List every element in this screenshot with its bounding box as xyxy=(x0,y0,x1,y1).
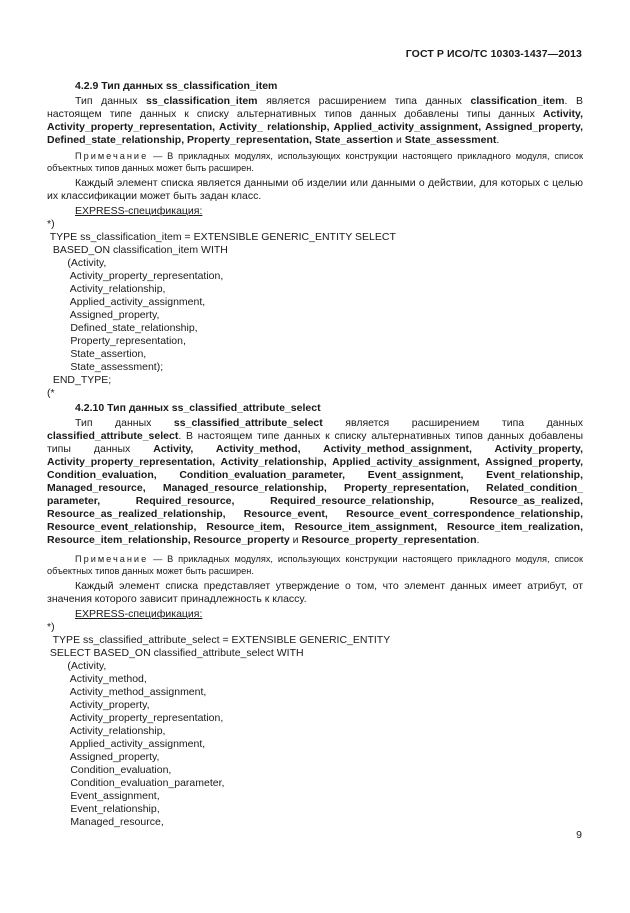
text-run: Тип данных xyxy=(75,95,147,107)
text-run: . В настоящем типе данных к списку альтернативных типов данных добавлены типы данных xyxy=(47,430,583,455)
text-run: является расширением типа данных xyxy=(257,95,471,107)
code-line: (Activity, xyxy=(47,660,107,672)
code-line: TYPE ss_classification_item = EXTENSIBLE GENERIC_ENTITY SELECT xyxy=(47,231,396,243)
code-line: *) xyxy=(47,621,55,633)
code-line: Applied_activity_assignment, xyxy=(47,738,206,750)
express-code-block xyxy=(47,621,583,829)
express-spec-label: EXPRESS-спецификация: xyxy=(75,205,203,217)
bold-term: classified_attribute_select xyxy=(47,430,179,442)
code-line: SELECT BASED_ON classified_attribute_select WITH xyxy=(47,647,304,659)
code-line: Activity_property, xyxy=(47,699,150,711)
code-line: END_TYPE; xyxy=(47,374,112,386)
express-spec-label: EXPRESS-спецификация: xyxy=(75,608,203,620)
bold-term: Activity, Activity_property_representation, Activity_ relationship, Applied_activity_assignment, Assigned_property, Defined_state_relationship, Property_representation, State_assertion xyxy=(47,108,583,146)
section-note xyxy=(47,150,583,174)
text-run: . В настоящем типе данных к списку альтернативных типов данных добавлены типы данных xyxy=(47,95,583,120)
page-content xyxy=(47,80,583,829)
code-line: Activity_method, xyxy=(47,673,147,685)
bold-term: ss_classification_item xyxy=(146,95,258,107)
express-code-block xyxy=(47,218,583,400)
text-run: . xyxy=(496,134,500,146)
bold-term: classification_item xyxy=(470,95,565,107)
page-number: 9 xyxy=(576,829,582,841)
code-line: Condition_evaluation_parameter, xyxy=(47,777,225,789)
code-line: Activity_property_representation, xyxy=(47,270,224,282)
note-label: Примечание xyxy=(75,554,149,564)
page-header: ГОСТ Р ИСО/ТС 10303-1437—2013 xyxy=(405,48,582,60)
section-title: 4.2.10 Тип данных ss_classified_attribute_select xyxy=(75,402,321,414)
code-line: Activity_relationship, xyxy=(47,283,166,295)
note-text: — В прикладных модулях, использующих конструкции настоящего прикладного модуля, список объектных типов данных может быть расширен. xyxy=(47,151,583,173)
code-line: State_assessment); xyxy=(47,361,164,373)
code-line: Applied_activity_assignment, xyxy=(47,296,206,308)
text-run: . xyxy=(476,534,480,546)
code-line: (Activity, xyxy=(47,257,107,269)
code-line: Assigned_property, xyxy=(47,309,160,321)
code-line: Condition_evaluation, xyxy=(47,764,172,776)
text-run: и xyxy=(289,534,302,546)
code-line: Defined_state_relationship, xyxy=(47,322,198,334)
section-note xyxy=(47,553,583,577)
code-line: TYPE ss_classified_attribute_select = EXTENSIBLE GENERIC_ENTITY xyxy=(47,634,391,646)
bold-term: State_assessment xyxy=(404,134,497,146)
bold-term: Resource_property_representation xyxy=(301,534,477,546)
code-line: Activity_property_representation, xyxy=(47,712,224,724)
section-paragraph: Каждый элемент списка является данными об изделии или данными о действии, для которых с целью их классификации может быть задан класс. xyxy=(47,177,583,202)
code-line: BASED_ON classification_item WITH xyxy=(47,244,228,256)
code-line: State_assertion, xyxy=(47,348,147,360)
code-line: Property_representation, xyxy=(47,335,186,347)
code-line: Managed_resource, xyxy=(47,816,164,828)
section-paragraph xyxy=(47,95,583,147)
code-line: Assigned_property, xyxy=(47,751,160,763)
bold-term: Activity, Activity_method, Activity_method_assignment, Activity_property, Activity_property_representation, Activity_relationship, Applied_activity_assignment, Assigned_property, Condition_evaluation, Condition_evaluation_parameter, Event_assignment, Event_relationship, Managed_resource, Managed_resource_relationship, Property_representation, Related_condition_ parameter, Required_resource, Required_resource_relationship, Resource_as_realized, Resource_as_realized_relationship, Resource_event, Resource_event_correspondence_relationship, Resource_event_relationship, Resource_item, Resource_item_assignment, Resource_item_realization, Resource_item_relationship, Resource_property xyxy=(47,443,583,546)
text-run: и xyxy=(393,134,405,146)
code-line: (* xyxy=(47,387,55,399)
section-title: 4.2.9 Тип данных ss_classification_item xyxy=(75,80,278,92)
section-paragraph xyxy=(47,417,583,547)
code-line: Event_assignment, xyxy=(47,790,160,802)
note-label: Примечание xyxy=(75,151,149,161)
bold-term: ss_classified_attribute_select xyxy=(173,417,323,429)
code-line: Event_relationship, xyxy=(47,803,160,815)
section-paragraph: Каждый элемент списка представляет утверждение о том, что элемент данных имеет атрибут, от значения которого зависит принадлежность к классу. xyxy=(47,580,583,605)
code-line: *) xyxy=(47,218,55,230)
text-run: является расширением типа данных xyxy=(322,417,583,429)
code-line: Activity_relationship, xyxy=(47,725,166,737)
text-run: Тип данных xyxy=(75,417,174,429)
note-text: — В прикладных модулях, использующих конструкции настоящего прикладного модуля, список объектных типов данных может быть расширен. xyxy=(47,554,583,576)
code-line: Activity_method_assignment, xyxy=(47,686,207,698)
